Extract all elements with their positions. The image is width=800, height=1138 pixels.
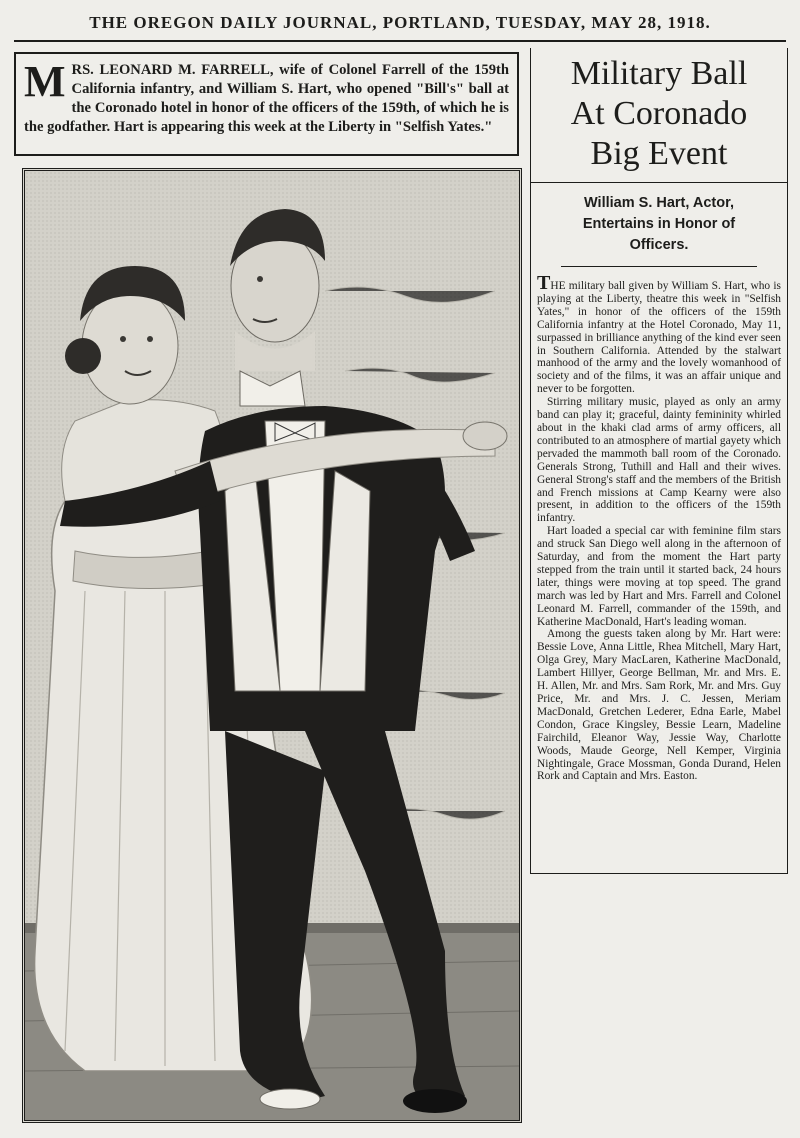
headline-line-3: Big Event: [590, 135, 728, 172]
article-headline: [531, 48, 787, 183]
paragraph-dropcap: T: [537, 272, 551, 294]
masthead-text: THE OREGON DAILY JOURNAL, PORTLAND, TUESDAY, MAY 28, 1918.: [89, 13, 711, 32]
paragraph-2: Stirring military music, played as only an army band can play it; graceful, dainty femininity whirled about in the khaki clad arms of army officers, all contributed to an atmosphere of martial gayety which pervaded the mammoth ball room of the Coronado. Generals Strong, Tuthill and Hall and their wives. General Strong's staff and the members of the British and French missions at Camp Kearny were also present, in addition to the officers of the 159th infantry.: [537, 396, 781, 525]
paragraph-4: Among the guests taken along by Mr. Hart were: Bessie Love, Anna Little, Rhea Mitchell, Mary Hart, Olga Grey, Mary MacLaren, Katherine MacDonald, Lambert Hillyer, George Bellman, Mr. and Mrs. E. H. Allen, Mr. and Mrs. Sam Rork, Mr. and Mrs. Guy Price, Mr. and Mrs. J. C. Jessen, Meriam MacDonald, Gretchen Lederer, Edna Earle, Mabel Condon, Grace Kingsley, Bessie Learn, Madeline Fairchild, Eleanor Way, Jessie Way, Charlotte Woods, Maude George, Nell Kemper, Virginia Nightingale, Grace Mossman, Gonda Durand, Helen Rork and Captain and Mrs. Easton.: [537, 628, 781, 783]
newspaper-masthead: [14, 6, 786, 42]
dancing-couple-illustration: [25, 171, 519, 1120]
paragraph-1-text: HE military ball given by William S. Hart, who is playing at the Liberty, theatre this week in "Selfish Yates," in honor of the officers of the 159th California infantry at the Hotel Coronado, May 11, surpassed in brilliance anything of the kind ever seen in Southern California. Attended by the stalwart manhood of the army and the lovely womanhood of society and of the films, it was an affair unique and never to be forgotten.: [537, 280, 781, 396]
article-column: [530, 48, 788, 874]
paragraph-3: Hart loaded a special car with feminine film stars and struck San Diego well along in the afternoon of Saturday, and from the moment the Hart party stepped from the train until it started back, 24 hours later, things were moving at top speed. The grand march was led by Hart and Mrs. Farrell and Colonel Leonard M. Farrell, commander of the 159th, and Katherine MacDonald, Hart's leading woman.: [537, 525, 781, 628]
paragraph-1: [537, 272, 781, 396]
photo-caption: [14, 52, 519, 156]
article-subhead: William S. Hart, Actor, Entertains in Honor of Officers.: [561, 183, 757, 267]
headline-line-1: Military Ball: [570, 55, 748, 92]
caption-text: RS. LEONARD M. FARRELL, wife of Colonel Farrell of the 159th California infantry, and William S. Hart, who opened "Bill's" ball at the Coronado hotel in honor of the officers of the 159th, of which he is the godfather. Hart is appearing this week at the Liberty in "Selfish Yates.": [24, 62, 509, 135]
caption-dropcap: M: [24, 57, 66, 106]
article-body: [531, 267, 787, 783]
headline-line-2: At Coronado: [570, 95, 748, 132]
photo-column: [14, 50, 526, 1125]
photograph: [22, 168, 522, 1123]
